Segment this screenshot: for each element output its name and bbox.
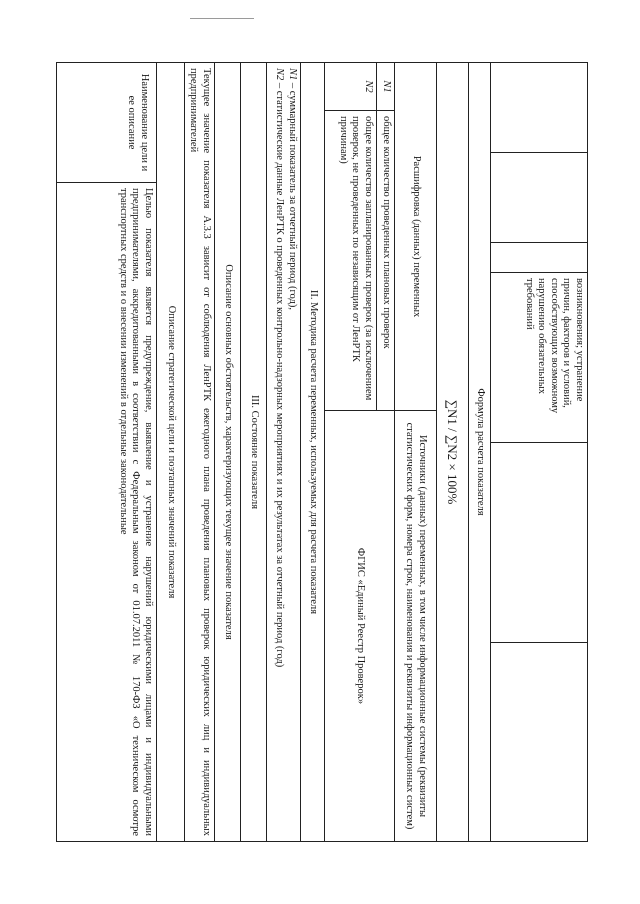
methodology-body (267, 63, 300, 841)
col-sources-header: Источники (данных) переменных, в том числе информационные системы (реквизиты статистических форм, номера строк, наименования и реквизиты информационных систем) (404, 422, 429, 830)
table-row-continuation (490, 62, 588, 842)
state-text-row (184, 62, 214, 842)
source-value: ФГИС «Единый Реестр Проверок» (354, 547, 366, 705)
formula-header-row (468, 62, 490, 842)
strategic-goal-row (56, 62, 156, 842)
goal-text: Целью показателя является предупреждение, выявление и устранение нарушений юридическими лицами и индивидуальными предпринимателями, аккредитованными в соответствии с Федеральным законом от 01.07.2011 № 170-ФЗ «О техническом осмотре транспортных средств и о внесении изменений в отдельные законодательные (117, 188, 154, 836)
formula-row (436, 62, 468, 842)
variables-body (324, 62, 394, 842)
formula-expression: ∑N1 / ∑N2 × 100% (445, 399, 461, 505)
var-code-n2-text: N2 (363, 80, 374, 93)
state-text: Текущее значение показателя А.3.3 зависит от соблюдения ЛенРТК ежегодного плана проведения плановых проверок юридических лиц и индивидуальных предпринимателей (188, 68, 212, 836)
strategic-title: Описание стратегической цели и поэтапных значений показателя (165, 305, 177, 599)
methodology-line-1: N1 – суммарный показатель за отчетный период (год), (287, 68, 298, 310)
document-table (56, 62, 588, 842)
empty-cell (491, 243, 587, 273)
col-decoding-header: Расшифровка (данных) переменных (395, 63, 436, 411)
methodology-title: II. Методика расчета переменных, используемых для расчета показателя (307, 289, 319, 615)
state-subtitle-row (214, 62, 240, 842)
state-subtitle: Описание основных обстоятельств, характеризующих текущее значение показателя (222, 264, 234, 640)
var-desc-n1: общее количество проведенных плановых проверок (376, 111, 394, 411)
methodology-line-2: N2 – статистические данные ЛенРТК о проведенных контрольно-надзорных мероприятиях и их результатах за отчетный период (год) (274, 68, 286, 668)
goal-label: Наименование цели и ее описание (57, 63, 156, 183)
empty-cell (491, 643, 587, 841)
variables-header-row (394, 62, 436, 842)
strategic-title-row (156, 62, 184, 842)
formula-header: Формула расчета показателя (474, 388, 486, 516)
methodology-body-row (266, 62, 300, 842)
state-title-row (240, 62, 266, 842)
var-code-n1 (376, 63, 394, 111)
empty-cell (491, 443, 587, 643)
var-code-n1-text: N1 (381, 80, 392, 93)
state-title: III. Состояние показателя (248, 394, 260, 510)
continuation-text: возникновения; устранение причин, факторов и условий, способствующих возможному нарушению обязательных требований (491, 273, 587, 443)
empty-cell (491, 63, 587, 153)
var-desc-n2: общее количество запланированных проверок (за исключением проверок, не проведенных по независящим от ЛенРТК причинам) (324, 111, 376, 411)
var-code-n2 (324, 63, 376, 111)
empty-cell (491, 153, 587, 243)
methodology-title-row (300, 62, 324, 842)
